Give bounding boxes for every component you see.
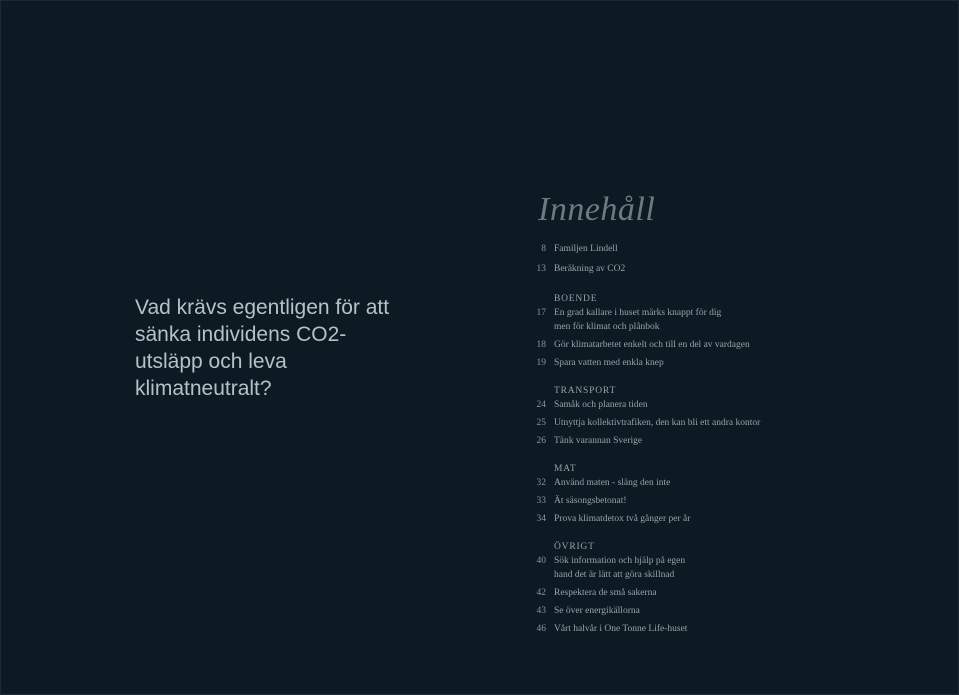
entry-title: Ät säsongsbetonat! [554,496,627,506]
toc-entry[interactable] [520,622,820,636]
intro-question: Vad krävs egentligen för att sänka individens CO2-utsläpp och leva klimatneutralt? [135,296,390,400]
toc-entry[interactable] [520,554,820,582]
toc-entry[interactable] [520,398,820,412]
page-number: 46 [536,624,546,634]
page-number: 19 [536,358,546,368]
entry-title: Vårt halvår i One Tonne Life-huset [554,624,688,634]
entry-title-line: En grad kallare i huset märks knappt för dig [554,308,722,318]
entry-title: Spara vatten med enkla knep [554,358,664,368]
page-number: 24 [536,400,546,410]
page-number: 25 [536,418,546,428]
entry-title: Tänk varannan Sverige [554,436,643,446]
page-number: 34 [536,514,546,524]
toc-entry[interactable] [520,306,820,334]
page-number: 43 [536,606,546,616]
page-number: 32 [536,478,546,488]
entry-title-line: men för klimat och plånbok [554,322,660,332]
page-number: 18 [536,340,546,350]
page-number: 13 [536,264,546,274]
page-number: 26 [536,436,546,446]
page-number: 33 [536,496,546,506]
toc-entry[interactable] [520,356,820,370]
toc-entry[interactable] [520,586,820,600]
entry-title: Respektera de små sakerna [554,588,657,598]
entry-title: Se över energikällorna [554,606,640,616]
entry-title: Prova klimatdetox två gånger per år [554,514,691,524]
entry-title [554,554,820,582]
toc-entry[interactable] [520,476,820,490]
section-heading-transport: TRANSPORT [554,386,617,396]
section-heading-mat: MAT [554,464,577,474]
page-number: 17 [536,308,546,318]
entry-title: Använd maten - släng den inte [554,478,671,488]
toc-entry[interactable] [520,338,820,352]
toc-entry-berakning[interactable] [520,262,820,276]
toc-title: Innehåll [538,191,656,228]
entry-title [554,306,820,334]
toc-entry-familjen-lindell[interactable] [520,242,820,256]
entry-title: Samåk och planera tiden [554,400,648,410]
toc-entry[interactable] [520,494,820,508]
page-number: 8 [541,244,546,254]
entry-title: Beräkning av CO2 [554,264,626,274]
entry-title-line: hand det är lätt att göra skillnad [554,570,675,580]
section-heading-ovrigt: ÖVRIGT [554,542,595,552]
entry-title: Utnyttja kollektivtrafiken, den kan bli ett andra kontor [554,418,761,428]
toc-entry[interactable] [520,434,820,448]
page-number: 40 [536,556,546,566]
toc-entry[interactable] [520,416,820,430]
section-heading-boende: BOENDE [554,294,598,304]
table-of-contents [520,242,820,636]
toc-entry[interactable] [520,604,820,618]
page-number: 42 [536,588,546,598]
entry-title-line: Sök information och hjälp på egen [554,556,686,566]
entry-title: Gör klimatarbetet enkelt och till en del av vardagen [554,340,750,350]
entry-title: Familjen Lindell [554,244,618,254]
toc-entry[interactable] [520,512,820,526]
